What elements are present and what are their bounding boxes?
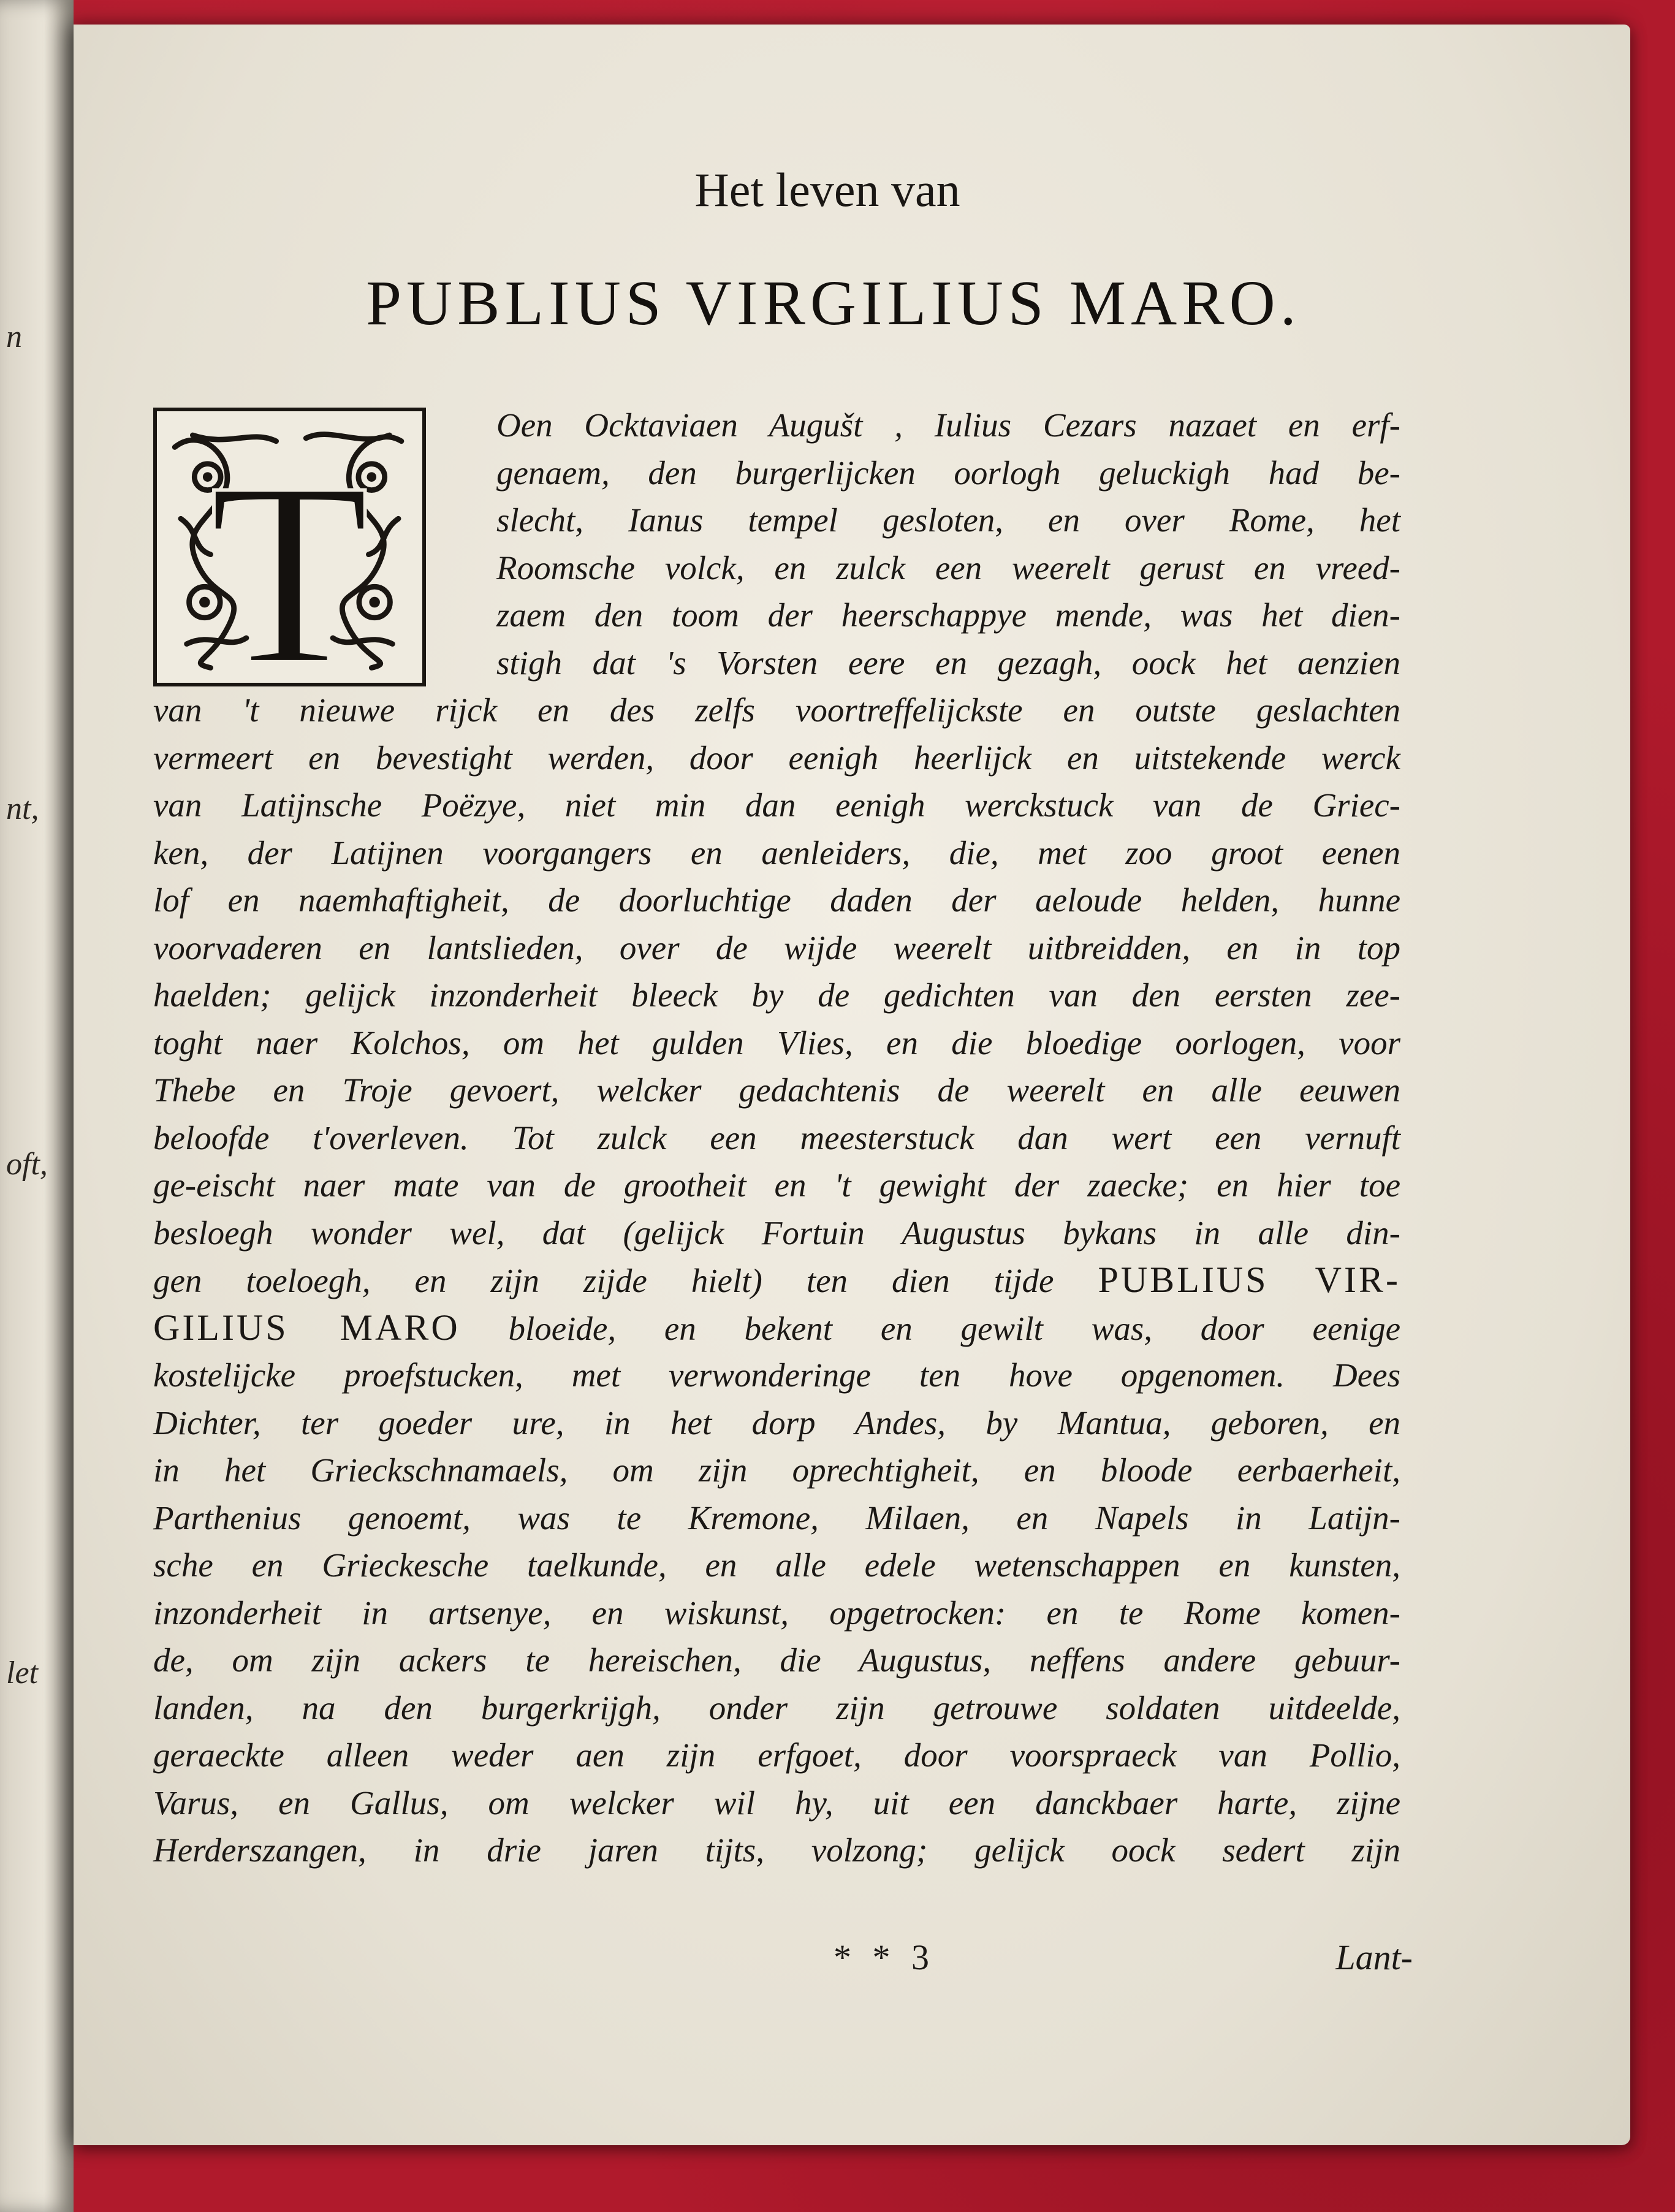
text-line: Herderszangen, in drie jaren tijts, volzong; gelijck oock sedert zijn <box>153 1831 1400 1869</box>
text-line: genaem, den burgerlijcken oorlogh geluckigh had be- <box>496 454 1400 492</box>
book-page <box>74 25 1630 2145</box>
text-line: Dichter, ter goeder ure, in het dorp Andes, by Mantua, geboren, en <box>153 1404 1400 1442</box>
text-line: haelden; gelijck inzonderheit bleeck by de gedichten van den eersten zee- <box>153 976 1400 1014</box>
text-line: stigh dat 's Vorsten eere en gezagh, oock het aenzien <box>496 644 1400 682</box>
text-line: ken, der Latijnen voorgangers en aenleiders, die, met zoo groot eenen <box>153 834 1400 872</box>
left-page-fragment: n <box>6 319 22 354</box>
text-line: lof en naemhaftigheit, de doorluchtige daden der aeloude helden, hunne <box>153 881 1400 919</box>
text-line <box>153 1304 1400 1352</box>
left-page-fragment: oft, <box>6 1147 48 1182</box>
main-title: PUBLIUS VIRGILIUS MARO. <box>366 268 1301 338</box>
text-line: Varus, en Gallus, om welcker wil hy, uit een danckbaer harte, zijne <box>153 1784 1400 1822</box>
body-text <box>153 401 1400 1874</box>
text-line: kostelijcke proefstucken, met verwonderinge ten hove opgenomen. Dees <box>153 1356 1400 1394</box>
text-line: Roomsche volck, en zulck een weerelt gerust en vreed- <box>496 549 1400 587</box>
text-line: de, om zijn ackers te hereischen, die Augustus, neffens andere gebuur- <box>153 1641 1400 1679</box>
text-line: toght naer Kolchos, om het gulden Vlies, en die bloedige oorlogen, voor <box>153 1024 1400 1062</box>
page-footer <box>153 1937 1413 1986</box>
text-line: slecht, Ianus tempel gesloten, en over Rome, het <box>496 501 1400 539</box>
text-line: landen, na den burgerkrijgh, onder zijn getrouwe soldaten uitdeelde, <box>153 1689 1400 1727</box>
text-line: van Latijnsche Poëzye, niet min dan eenigh werckstuck van de Griec- <box>153 786 1400 824</box>
text-line-part: gen toeloegh, en zijn zijde hielt) ten dien tijde <box>153 1262 1098 1299</box>
author-name-caps: GILIUS MARO <box>153 1307 460 1348</box>
text-line-part: bloeide, en bekent en gewilt was, door eenige <box>460 1309 1400 1347</box>
text-line: beloofde t'overleven. Tot zulck een meesterstuck dan wert een vernuft <box>153 1119 1400 1157</box>
left-page-fragment: nt, <box>6 791 39 826</box>
author-name-caps: PUBLIUS VIR- <box>1098 1260 1400 1300</box>
catchword: Lant- <box>1335 1937 1413 1977</box>
left-page-fragment: let <box>6 1655 38 1690</box>
text-line: Oen Ocktaviaen Augušt , Iulius Cezars nazaet en erf- <box>496 406 1400 444</box>
text-line: besloegh wonder wel, dat (gelijck Fortuin Augustus bykans in alle din- <box>153 1214 1400 1252</box>
left-page-edge <box>0 0 74 2212</box>
text-line: Thebe en Troje gevoert, welcker gedachtenis de weerelt en alle eeuwen <box>153 1071 1400 1109</box>
text-line: in het Grieckschnamaels, om zijn oprechtigheit, en bloode eerbaerheit, <box>153 1451 1400 1489</box>
text-line: vermeert en bevestight werden, door eenigh heerlijck en uitstekende werck <box>153 739 1400 777</box>
text-line: voorvaderen en lantslieden, over de wijde weerelt uitbreidden, en in top <box>153 929 1400 967</box>
signature-mark: * * 3 <box>834 1937 935 1977</box>
running-title: Het leven van <box>694 163 960 216</box>
text-line: inzonderheit in artsenye, en wiskunst, opgetrocken: en te Rome komen- <box>153 1594 1400 1632</box>
text-line: zaem den toom der heerschappye mende, was het dien- <box>496 596 1400 634</box>
text-line: Parthenius genoemt, was te Kremone, Milaen, en Napels in Latijn- <box>153 1499 1400 1537</box>
text-line: sche en Grieckesche taelkunde, en alle edele wetenschappen en kunsten, <box>153 1546 1400 1584</box>
text-line: van 't nieuwe rijck en des zelfs voortreffelijckste en outste geslachten <box>153 691 1400 729</box>
text-line: ge-eischt naer mate van de grootheit en 't gewight der zaecke; en hier toe <box>153 1166 1400 1204</box>
drop-cap-letter: T <box>209 427 370 683</box>
text-line: geraeckte alleen weder aen zijn erfgoet, door voorspraeck van Pollio, <box>153 1736 1400 1774</box>
text-line <box>153 1256 1400 1304</box>
